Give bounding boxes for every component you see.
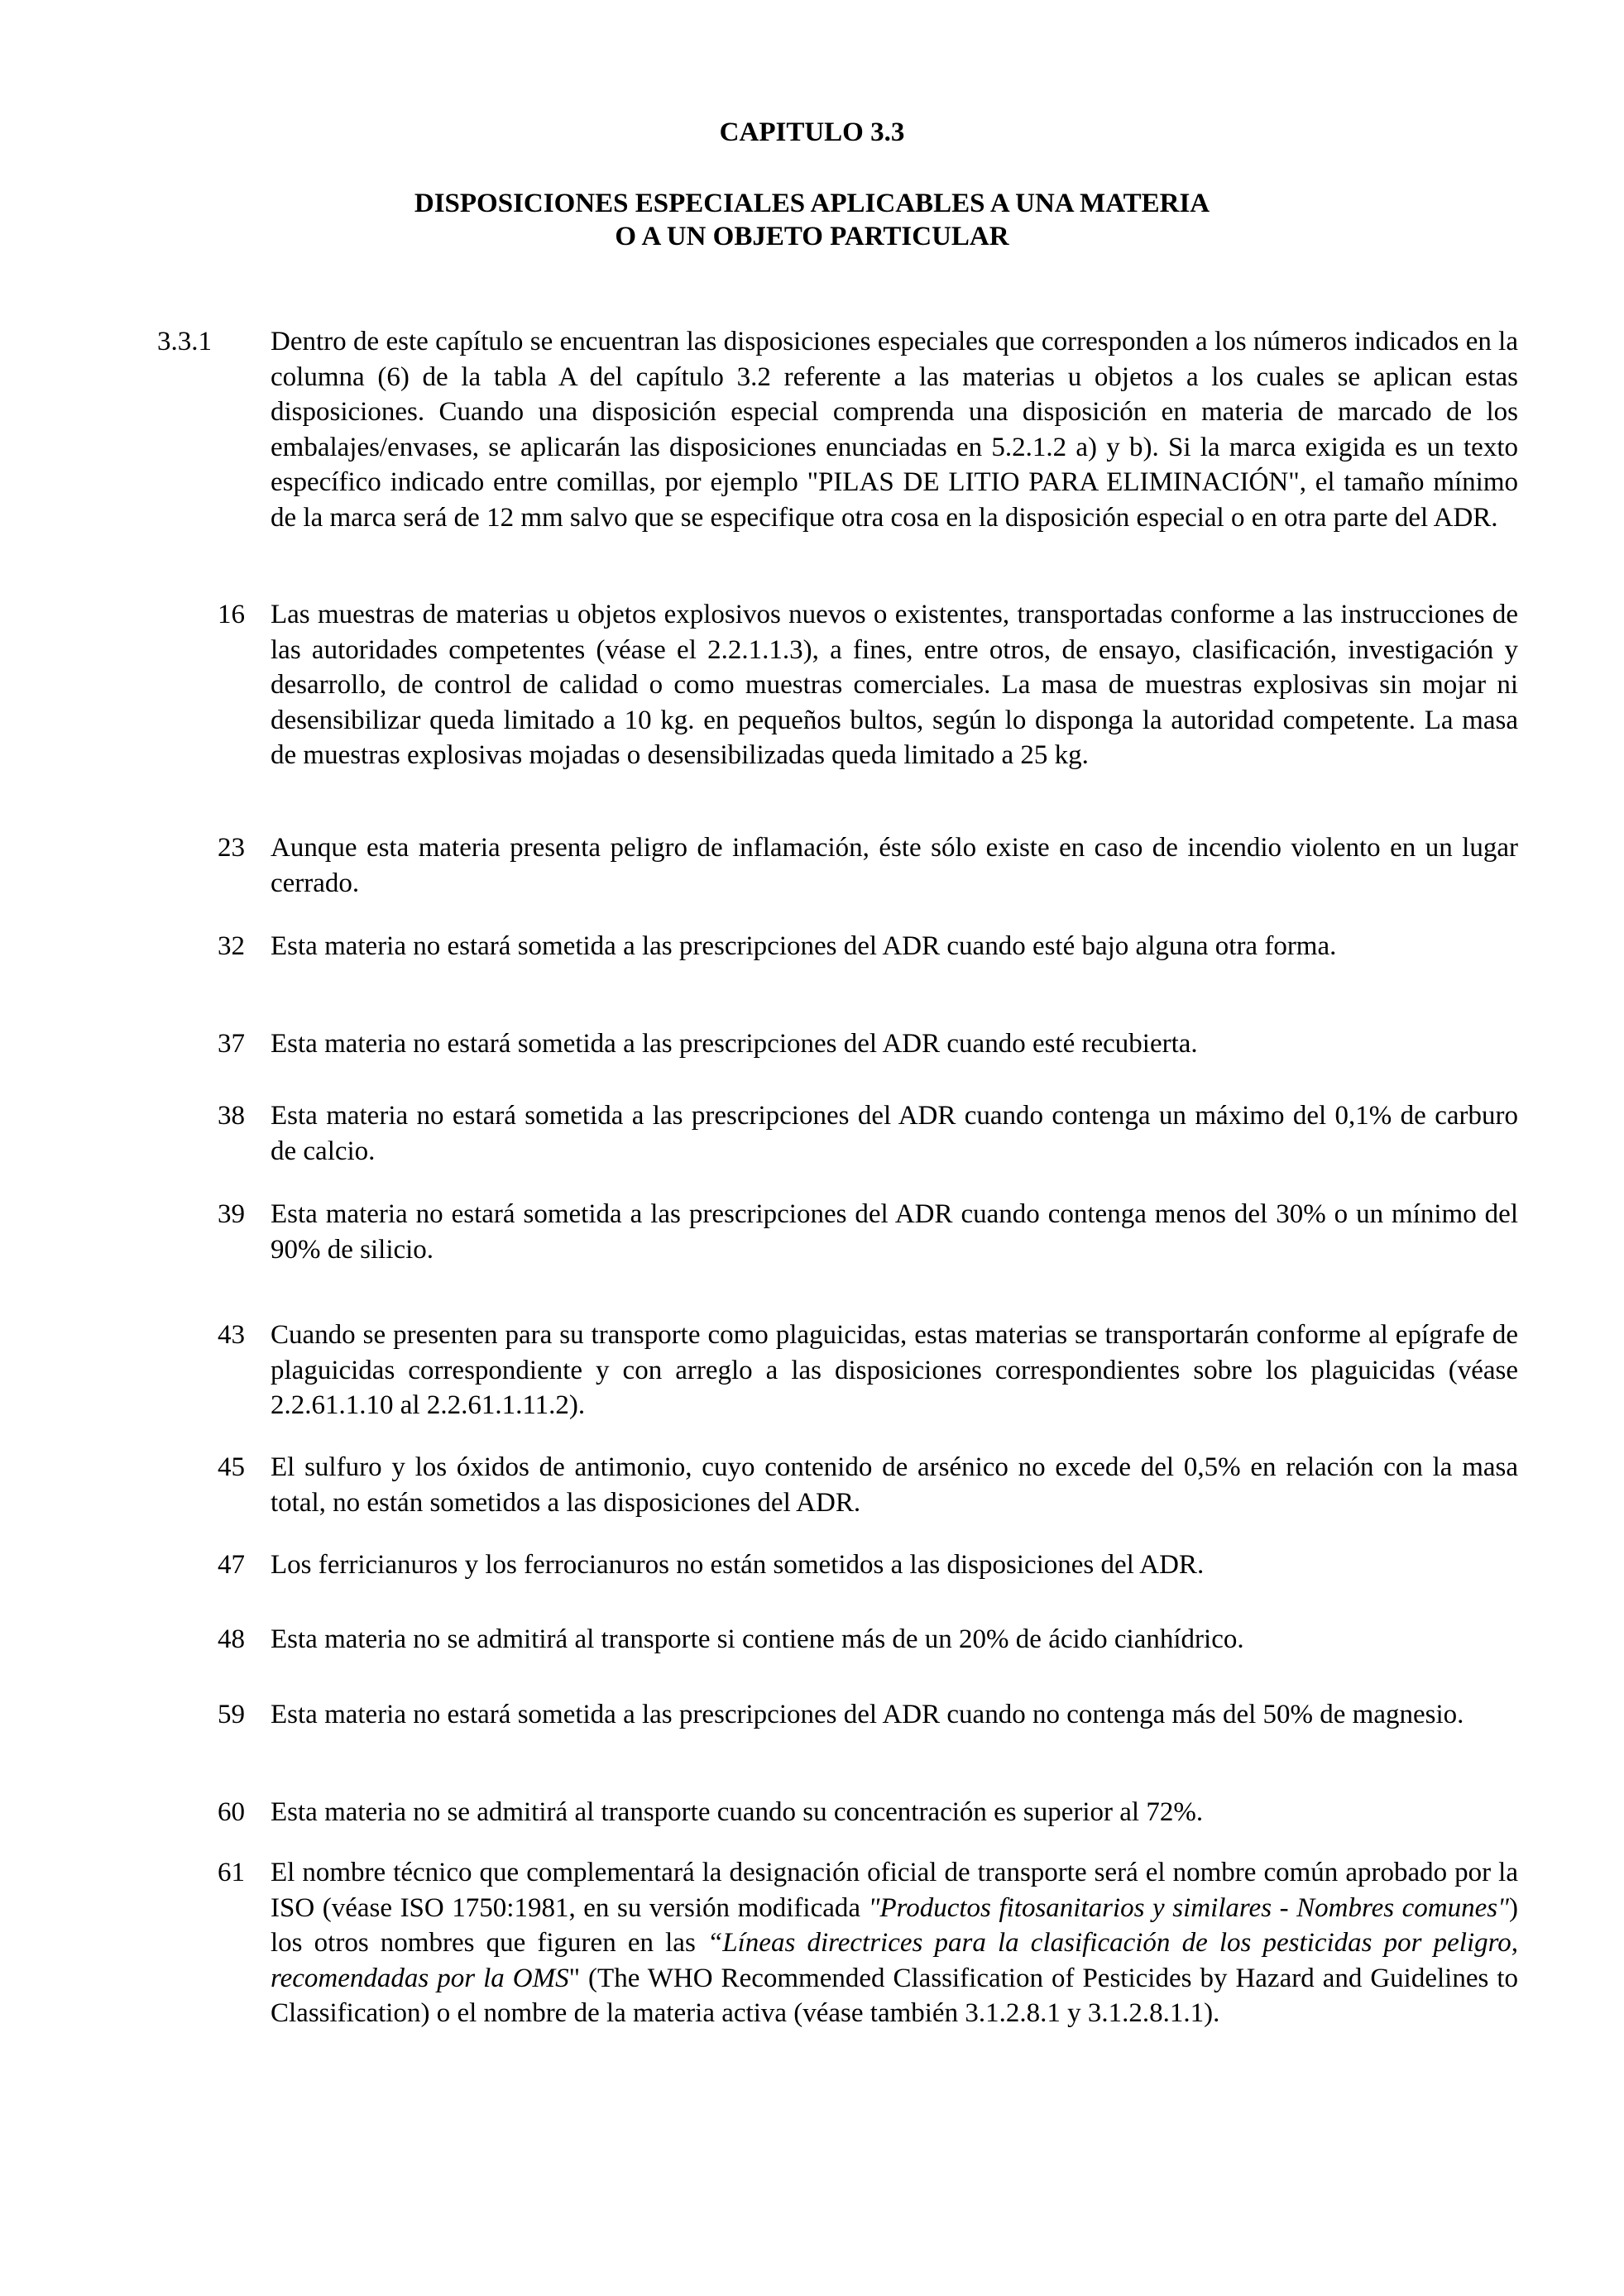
provision-number: 59 — [218, 1700, 245, 1729]
provision-number: 43 — [218, 1320, 245, 1350]
provision-text-italic: "Productos fitosanitarios y similares - Nombres comunes" — [868, 1892, 1509, 1923]
provision-text: Aunque esta materia presenta peligro de inflamación, éste sólo existe en caso de incendio violento en un lugar cerrado. — [271, 833, 1518, 898]
provision-number: 47 — [218, 1550, 245, 1580]
provision-37 — [157, 1026, 1518, 1062]
provision-43 — [157, 1318, 1518, 1423]
provision-number: 61 — [218, 1858, 245, 1887]
provision-text: Esta materia no estará sometida a las prescripciones del ADR cuando no contenga más del 50% de magnesio. — [271, 1700, 1464, 1729]
provision-text: Esta materia no estará sometida a las prescripciones del ADR cuando contenga un máximo del 0,1% de carburo de calcio. — [271, 1101, 1518, 1166]
section-3-3-1 — [157, 324, 1518, 535]
provision-16 — [157, 597, 1518, 773]
provision-number: 60 — [218, 1797, 245, 1827]
provision-48 — [157, 1622, 1518, 1657]
provision-32 — [157, 929, 1518, 964]
provision-number: 23 — [218, 833, 245, 863]
provision-text-italic: “Líneas directrices para la clasificación de los pesticidas por peligro, recomendadas por la OMS — [271, 1928, 1518, 1993]
subtitle-line-1: DISPOSICIONES ESPECIALES APLICABLES A UNA MATERIA — [414, 189, 1210, 218]
provision-text: Esta materia no estará sometida a las prescripciones del ADR cuando contenga menos del 30% o un mínimo del 90% de silicio. — [271, 1199, 1518, 1265]
provision-23 — [157, 830, 1518, 901]
provision-number: 32 — [218, 931, 245, 961]
section-number: 3.3.1 — [157, 327, 212, 356]
provision-47 — [157, 1547, 1518, 1583]
provision-text: Los ferricianuros y los ferrocianuros no están sometidos a las disposiciones del ADR. — [271, 1550, 1205, 1580]
provision-text: Esta materia no se admitirá al transporte si contiene más de un 20% de ácido cianhídrico. — [271, 1624, 1244, 1654]
provision-text: Las muestras de materias u objetos explosivos nuevos o existentes, transportadas conforme a las instrucciones de las autoridades competentes (véase el 2.2.1.1.3), a fines, entre otros, de ensayo, clasificación, investigación y desarrollo, de control de calidad o como muestras comerciales. La masa de muestras explosivas sin mojar ni desensibilizar queda limitado a 10 kg. en pequeños bultos, según lo disponga la autoridad competente. La masa de muestras explosivas mojadas o desensibilizadas queda limitado a 25 kg. — [271, 600, 1518, 770]
provision-45 — [157, 1450, 1518, 1520]
provision-text-part: El nombre técnico que complementará la designación oficial de transporte será el nombre común aprobado por la ISO (véase ISO 1750:1981, en su versión modificada — [271, 1858, 1518, 1923]
provision-text-part: ) los otros nombres que figuren en las — [271, 1892, 1518, 1958]
section-text: Dentro de este capítulo se encuentran las disposiciones especiales que corresponden a los números indicados en la columna (6) de la tabla A del capítulo 3.2 referente a las materias u objetos a los cuales se aplican estas disposiciones. Cuando una disposición especial comprenda una disposición en materia de marcado de los embalajes/envases, se aplicarán las disposiciones enunciadas en 5.2.1.2 a) y b). Si la marca exigida es un texto específico indicado entre comillas, por ejemplo "PILAS DE LITIO PARA ELIMINACIÓN", el tamaño mínimo de la marca será de 12 mm salvo que se especifique otra cosa en la disposición especial o en otra parte del ADR. — [271, 327, 1518, 533]
provision-59 — [157, 1697, 1518, 1733]
provision-60 — [157, 1795, 1518, 1830]
provision-text: Cuando se presenten para su transporte como plaguicidas, estas materias se transportarán conforme al epígrafe de plaguicidas correspondiente y con arreglo a las disposiciones correspondientes sobre los plaguicidas (véase 2.2.61.1.10 al 2.2.61.1.11.2). — [271, 1320, 1518, 1420]
provision-number: 37 — [218, 1029, 245, 1059]
subtitle-line-2: O A UN OBJETO PARTICULAR — [615, 222, 1009, 251]
chapter-subtitle — [0, 187, 1624, 253]
provision-text-part: " (The WHO Recommended Classification of Pesticides by Hazard and Guidelines to Classification) o el nombre de la materia activa (véase también 3.1.2.8.1 y 3.1.2.8.1.1). — [271, 1963, 1518, 2028]
provision-number: 45 — [218, 1452, 245, 1482]
provision-text: El sulfuro y los óxidos de antimonio, cuyo contenido de arsénico no excede del 0,5% en relación con la masa total, no están sometidos a las disposiciones del ADR. — [271, 1452, 1518, 1518]
provision-text — [271, 1855, 1518, 2031]
provision-61 — [157, 1855, 1518, 2031]
provision-39 — [157, 1197, 1518, 1267]
provision-text: Esta materia no se admitirá al transporte cuando su concentración es superior al 72%. — [271, 1797, 1204, 1827]
provision-number: 38 — [218, 1101, 245, 1131]
provision-text: Esta materia no estará sometida a las prescripciones del ADR cuando esté recubierta. — [271, 1029, 1198, 1059]
provision-text: Esta materia no estará sometida a las prescripciones del ADR cuando esté bajo alguna otra forma. — [271, 931, 1337, 961]
provision-38 — [157, 1098, 1518, 1169]
provision-number: 16 — [218, 600, 245, 629]
provision-number: 48 — [218, 1624, 245, 1654]
provision-number: 39 — [218, 1199, 245, 1229]
chapter-title: CAPITULO 3.3 — [719, 117, 905, 147]
